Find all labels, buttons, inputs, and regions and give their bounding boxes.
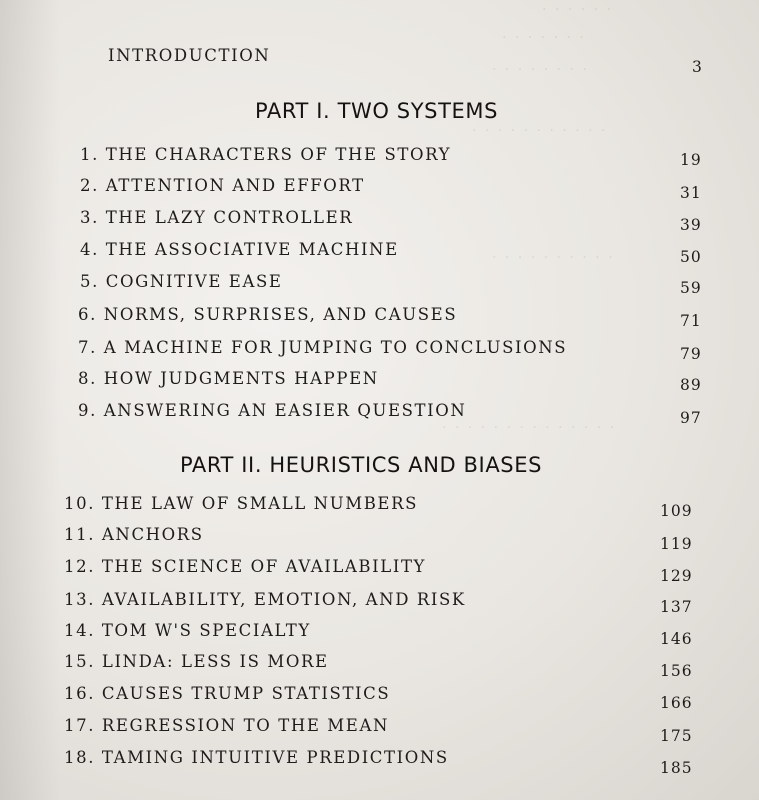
chapter-title: 9. ANSWERING AN EASIER QUESTION <box>78 401 467 420</box>
chapter-title: 15. LINDA: LESS IS MORE <box>64 652 329 671</box>
chapter-title: 12. THE SCIENCE OF AVAILABILITY <box>64 557 427 576</box>
bleed-through-decoration: · · · · · · · · <box>490 62 587 78</box>
bleed-through-decoration: · · · · · · · · · · · <box>470 123 606 139</box>
chapter-page: 166 <box>660 694 693 712</box>
chapter-page: 146 <box>660 630 693 648</box>
chapter-page: 71 <box>680 312 702 330</box>
chapter-page: 59 <box>680 279 702 297</box>
chapter-page: 185 <box>660 759 693 777</box>
chapter-page: 79 <box>680 345 702 363</box>
chapter-title: 10. THE LAW OF SMALL NUMBERS <box>64 494 419 513</box>
chapter-title: 14. TOM W'S SPECIALTY <box>64 621 311 640</box>
toc-introduction-page: 3 <box>692 58 703 76</box>
chapter-title: 6. NORMS, SURPRISES, AND CAUSES <box>78 305 458 324</box>
chapter-page: 97 <box>680 409 702 427</box>
chapter-title: 7. A MACHINE FOR JUMPING TO CONCLUSIONS <box>78 338 568 357</box>
bleed-through-decoration: · · · · · · · · · · <box>490 250 613 266</box>
chapter-page: 156 <box>660 662 693 680</box>
chapter-title: 17. REGRESSION TO THE MEAN <box>64 716 390 735</box>
chapter-page: 175 <box>660 727 693 745</box>
chapter-page: 89 <box>680 376 702 394</box>
bleed-through-decoration: · · · · · · <box>540 2 611 18</box>
chapter-page: 31 <box>680 184 702 202</box>
chapter-title: 3. THE LAZY CONTROLLER <box>80 208 354 227</box>
chapter-page: 119 <box>660 535 693 553</box>
chapter-title: 1. THE CHARACTERS OF THE STORY <box>80 145 452 164</box>
chapter-title: 2. ATTENTION AND EFFORT <box>80 176 365 195</box>
chapter-page: 39 <box>680 216 702 234</box>
part-heading: PART II. HEURISTICS AND BIASES <box>180 453 543 477</box>
chapter-title: 16. CAUSES TRUMP STATISTICS <box>64 684 391 703</box>
chapter-title: 5. COGNITIVE EASE <box>80 272 283 291</box>
chapter-page: 19 <box>680 151 702 169</box>
chapter-title: 13. AVAILABILITY, EMOTION, AND RISK <box>64 590 466 609</box>
bleed-through-decoration: · · · · · · · · · · · · · · <box>440 420 615 436</box>
chapter-page: 50 <box>680 248 702 266</box>
chapter-page: 129 <box>660 567 693 585</box>
bleed-through-decoration: · · · · · · · <box>500 30 584 46</box>
chapter-title: 4. THE ASSOCIATIVE MACHINE <box>80 240 399 259</box>
chapter-title: 18. TAMING INTUITIVE PREDICTIONS <box>64 748 449 767</box>
chapter-title: 8. HOW JUDGMENTS HAPPEN <box>78 369 379 388</box>
toc-introduction-title: INTRODUCTION <box>108 46 271 65</box>
page-shadow <box>0 0 60 800</box>
chapter-page: 109 <box>660 502 693 520</box>
part-heading: PART I. TWO SYSTEMS <box>255 99 499 123</box>
chapter-title: 11. ANCHORS <box>64 525 204 544</box>
chapter-page: 137 <box>660 598 693 616</box>
